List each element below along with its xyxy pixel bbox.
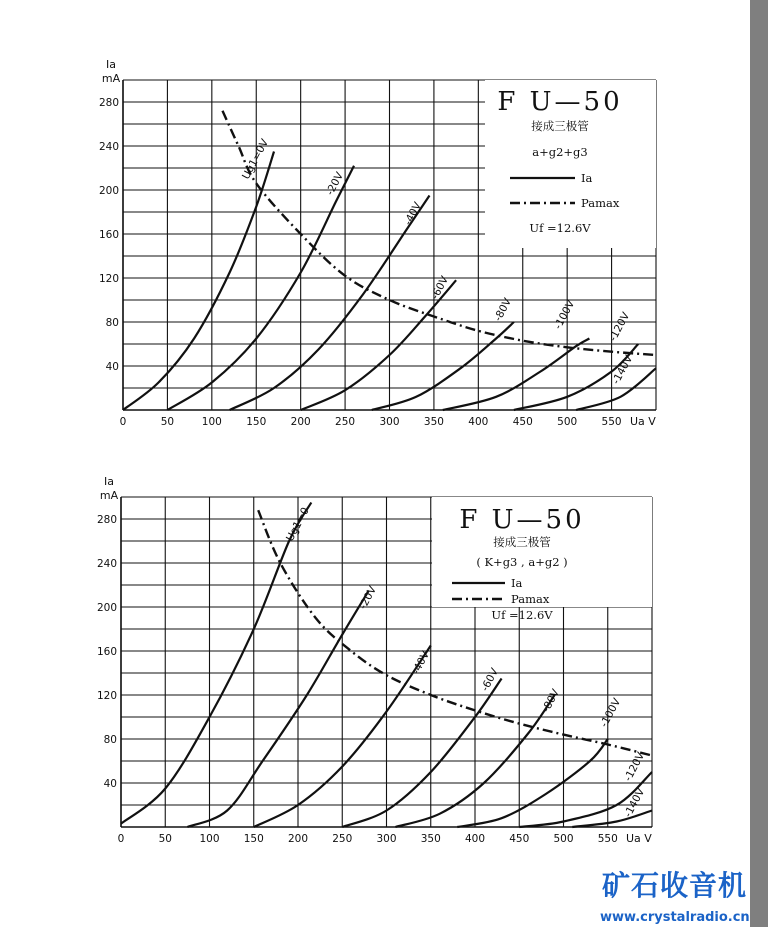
x-tick-label: 200 <box>287 833 309 845</box>
x-tick-label: 550 <box>601 416 622 428</box>
x-tick-label: 500 <box>557 416 578 428</box>
x-tick-label: 350 <box>420 833 441 845</box>
chart-triode-k-g3-a-g2 <box>0 475 680 855</box>
y-axis-label: Ia <box>106 58 116 71</box>
x-tick-label: 300 <box>379 416 400 428</box>
y-tick-label: 40 <box>103 778 117 790</box>
y-tick-label: 280 <box>96 514 117 526</box>
x-tick-label: 0 <box>117 833 125 845</box>
curve-label: Ug1=0V <box>240 137 272 182</box>
x-tick-label: 200 <box>290 416 311 428</box>
plate-curve <box>572 811 652 828</box>
curve-label: -40V <box>402 200 425 228</box>
curve-label: -120V <box>607 310 633 344</box>
chart-subtitle: ( K+g3 , a+g2 ) <box>476 555 568 569</box>
x-tick-label: 250 <box>335 416 356 428</box>
y-tick-label: 120 <box>98 273 119 285</box>
curve-label: -100V <box>552 298 578 332</box>
watermark-logo-text: 矿石收音机 <box>602 869 748 902</box>
legend-label: Pamax <box>581 196 620 210</box>
x-tick-label: 450 <box>512 416 533 428</box>
y-tick-label: 240 <box>96 558 117 570</box>
curve-label: -20V <box>324 170 347 198</box>
chart-title: F U—50 <box>459 505 585 535</box>
curve-label: -60V <box>479 666 502 694</box>
y-axis-label: Ia <box>104 475 114 488</box>
plate-curve <box>121 503 311 824</box>
y-tick-label: 80 <box>105 317 119 329</box>
legend-label: Ia <box>511 576 523 590</box>
legend-label: Ia <box>581 171 593 185</box>
x-tick-label: 400 <box>464 833 486 845</box>
x-tick-label: 550 <box>597 833 618 845</box>
x-axis-label: Ua V <box>626 832 652 845</box>
curve-label: -60V <box>429 274 452 302</box>
x-tick-label: 100 <box>199 833 220 845</box>
crystalradio-watermark-logo <box>600 865 760 927</box>
x-tick-label: 500 <box>553 833 574 845</box>
curve-label: -80V <box>540 687 563 715</box>
y-tick-label: 280 <box>98 97 119 109</box>
x-tick-label: 450 <box>509 833 530 845</box>
curve-label: -100V <box>598 696 624 730</box>
x-axis-label: Ua V <box>630 415 656 428</box>
curve-label: -20V <box>357 584 380 612</box>
y-tick-label: 120 <box>96 690 117 702</box>
filament-voltage-note: Uf =12.6V <box>529 221 591 235</box>
plate-curve <box>230 196 430 411</box>
x-tick-label: 50 <box>160 416 175 428</box>
plate-curve <box>167 166 354 410</box>
y-tick-label: 200 <box>98 185 119 197</box>
x-tick-label: 0 <box>119 416 127 428</box>
curve-label: -80V <box>492 296 515 324</box>
curve-label: -120V <box>622 750 648 784</box>
scanner-edge-strip <box>750 0 768 927</box>
filament-voltage-note: Uf =12.6V <box>491 608 553 622</box>
curve-label: -140V <box>610 353 636 387</box>
x-tick-label: 250 <box>332 833 353 845</box>
y-tick-label: 240 <box>98 141 119 153</box>
y-axis-unit: mA <box>99 489 119 502</box>
curve-label: Ug1=0 <box>284 505 312 544</box>
x-tick-label: 350 <box>423 416 444 428</box>
legend-label: Pamax <box>511 592 550 606</box>
x-tick-label: 100 <box>201 416 222 428</box>
x-tick-label: 150 <box>246 416 267 428</box>
x-tick-label: 50 <box>158 833 172 845</box>
x-tick-label: 150 <box>243 833 264 845</box>
chart-subtitle: 接成三极管 <box>493 535 551 549</box>
y-tick-label: 200 <box>96 602 117 614</box>
chart-triode-a-g2-g3 <box>0 60 680 440</box>
y-tick-label: 160 <box>98 229 119 241</box>
y-tick-label: 40 <box>105 361 119 373</box>
x-tick-label: 300 <box>376 833 397 845</box>
x-tick-label: 400 <box>468 416 489 428</box>
chart-title: F U—50 <box>497 87 623 117</box>
y-axis-unit: mA <box>101 72 121 85</box>
y-tick-label: 160 <box>96 646 117 658</box>
y-tick-label: 80 <box>103 734 117 746</box>
watermark-url: www.crystalradio.cn <box>600 910 750 925</box>
chart-subtitle: 接成三极管 <box>531 119 589 133</box>
chart-subtitle: a+g2+g3 <box>532 145 588 159</box>
curve-label: -140V <box>622 786 648 820</box>
curve-label: -40V <box>410 649 433 677</box>
